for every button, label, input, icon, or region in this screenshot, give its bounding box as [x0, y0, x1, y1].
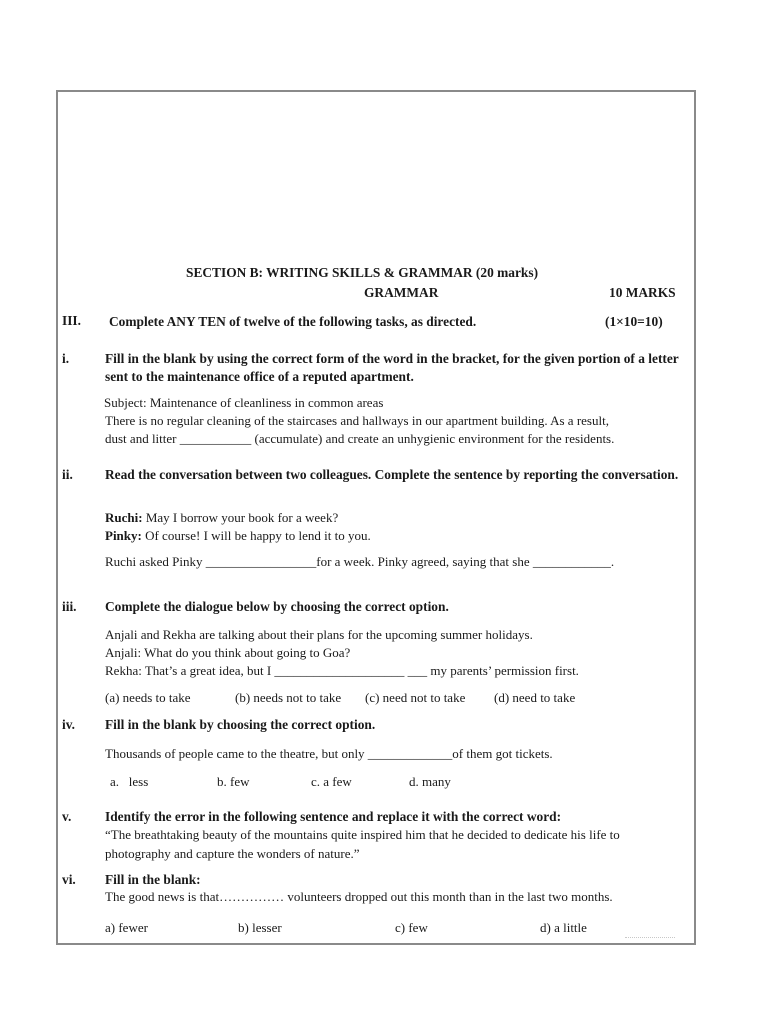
section-title: SECTION B: WRITING SKILLS & GRAMMAR (20 marks): [186, 265, 539, 280]
options-row: [0, 919, 768, 937]
letter-line: dust and litter ___________ (accumulate) and create an unhygienic environment for the residents.: [105, 431, 615, 446]
question-prompt: Fill in the blank:: [105, 872, 201, 887]
option: a) fewer: [105, 920, 148, 935]
speaker-name: Pinky:: [105, 528, 142, 543]
page-footer-mark: [625, 937, 675, 946]
dialogue-line: Anjali and Rekha are talking about their plans for the upcoming summer holidays.: [105, 627, 533, 642]
option: (a) needs to take: [105, 690, 191, 705]
option: c) few: [395, 920, 428, 935]
letter-subject: Subject: Maintenance of cleanliness in common areas: [104, 395, 384, 410]
option: (b) needs not to take: [235, 690, 342, 705]
instruction-marks: (1×10=10): [605, 314, 663, 329]
question-sentence: The good news is that…………… volunteers dropped out this month than in the last two months.: [105, 889, 613, 904]
option: b. few: [217, 774, 250, 789]
question-number: iv.: [62, 717, 76, 732]
dialogue-line: Anjali: What do you think about going to Goa?: [105, 645, 351, 660]
dialogue-line: Rekha: That’s a great idea, but I ____________________ ___ my parents’ permission first.: [105, 663, 579, 678]
option: a. less: [110, 774, 149, 789]
option: d) a little: [540, 920, 587, 935]
question-sentence: Thousands of people came to the theatre, but only _____________of them got tickets.: [105, 746, 553, 761]
dialogue-line: [105, 509, 690, 528]
reported-sentence: Ruchi asked Pinky _________________for a week. Pinky agreed, saying that she ____________.: [105, 554, 615, 569]
speaker-name: Ruchi:: [105, 510, 143, 525]
letter-line: There is no regular cleaning of the staircases and hallways in our apartment building. As a result,: [105, 413, 609, 428]
option: d. many: [409, 774, 451, 789]
question-number: iii.: [62, 599, 77, 614]
question-number: vi.: [62, 872, 76, 887]
options-row: [0, 689, 768, 707]
option: (d) need to take: [494, 690, 576, 705]
option: (c) need not to take: [365, 690, 466, 705]
question-prompt: Read the conversation between two colleagues. Complete the sentence by reporting the conversation.: [105, 467, 679, 482]
options-row: [0, 773, 768, 791]
error-sentence: photography and capture the wonders of nature.”: [105, 846, 360, 861]
section-marks: 10 MARKS: [609, 285, 676, 300]
question-prompt: Fill in the blank by using the correct form of the word in the bracket, for the given portion of a letter sent to the maintenance office of a reputed apartment.: [105, 351, 679, 384]
dialogue-text: May I borrow your book for a week?: [142, 510, 339, 525]
dialogue-text: Of course! I will be happy to lend it to you.: [141, 528, 371, 543]
option: c. a few: [311, 774, 352, 789]
instruction-number: III.: [62, 313, 81, 328]
instruction-text: Complete ANY TEN of twelve of the following tasks, as directed.: [109, 314, 477, 329]
option: b) lesser: [238, 920, 282, 935]
question-number: ii.: [62, 467, 73, 482]
dialogue-line: [105, 527, 690, 546]
question-number: i.: [62, 351, 70, 366]
question-prompt: Complete the dialogue below by choosing the correct option.: [105, 599, 449, 614]
error-sentence: “The breathtaking beauty of the mountains quite inspired him that he decided to dedicate his life to: [105, 827, 620, 842]
question-number: v.: [62, 809, 72, 824]
section-subtitle: GRAMMAR: [364, 285, 439, 300]
question-prompt: Fill in the blank by choosing the correct option.: [105, 717, 376, 732]
question-prompt: Identify the error in the following sentence and replace it with the correct word:: [105, 809, 562, 824]
